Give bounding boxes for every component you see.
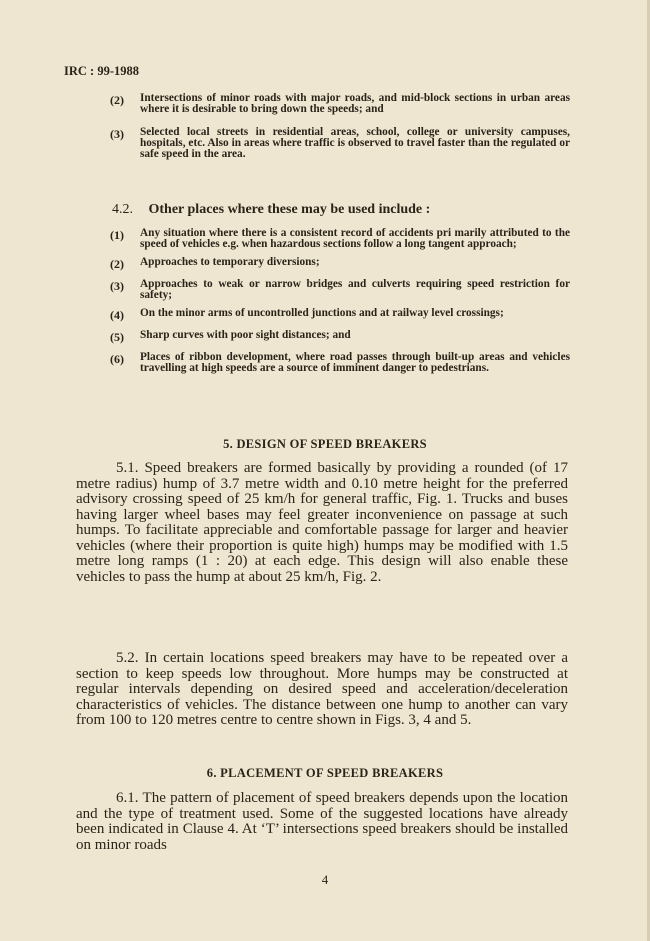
paragraph-5-2 bbox=[76, 651, 568, 729]
list-item-text: Approaches to weak or narrow bridges and culverts requiring speed restriction for safety; bbox=[140, 278, 570, 301]
list-item bbox=[110, 279, 570, 301]
list-item-number: (2) bbox=[110, 257, 124, 271]
list-item-text: Any situation where there is a consistent record of accidents pri marily attributed to the speed of vehicles e.g. when hazardous sections follow a long tangent approach; bbox=[140, 227, 570, 250]
list-item bbox=[110, 228, 570, 250]
list-item-text: On the minor arms of uncontrolled junctions and at railway level crossings; bbox=[140, 307, 504, 319]
list-item-text: Selected local streets in residential areas, school, college or university campuses, hospitals, etc. Also in areas where traffic is observed to travel faster than the regulated or safe speed in the area. bbox=[140, 126, 570, 160]
list-a bbox=[110, 93, 570, 167]
list-item bbox=[110, 330, 570, 345]
list-b bbox=[110, 228, 570, 381]
list-item-number: (2) bbox=[110, 93, 124, 107]
section-5-heading: 5. DESIGN OF SPEED BREAKERS bbox=[223, 437, 427, 451]
list-item-number: (1) bbox=[110, 228, 124, 242]
list-item-number: (3) bbox=[110, 127, 124, 141]
list-item-text: Intersections of minor roads with major roads, and mid-block sections in urban areas where it is desirable to bring down the speeds; and bbox=[140, 92, 570, 115]
list-item bbox=[110, 93, 570, 115]
list-item-number: (6) bbox=[110, 352, 124, 366]
section-4-2-heading bbox=[112, 202, 430, 218]
list-item-text: Approaches to temporary diversions; bbox=[140, 256, 320, 268]
list-item bbox=[110, 308, 570, 323]
section-6-heading: 6. PLACEMENT OF SPEED BREAKERS bbox=[206, 766, 444, 780]
list-item bbox=[110, 352, 570, 374]
paragraph-text: The pattern of placement of speed breakers depends upon the location and the type of treatment used. Some of the suggested locations have already been indicated in Clause 4. At ‘T’ intersections speed breakers should be installed on minor roads bbox=[76, 790, 568, 853]
section-number: 4.2. bbox=[112, 202, 133, 217]
page-number: 4 bbox=[321, 872, 329, 887]
section-title: Other places where these may be used include : bbox=[148, 202, 431, 217]
list-item-number: (3) bbox=[110, 279, 124, 293]
list-item-number: (4) bbox=[110, 308, 124, 322]
paragraph-number: 6.1. bbox=[116, 790, 139, 806]
list-item bbox=[110, 257, 570, 272]
list-item-text: Sharp curves with poor sight distances; and bbox=[140, 329, 351, 341]
paragraph-number: 5.1. bbox=[116, 460, 139, 476]
list-item bbox=[110, 127, 570, 160]
list-item-number: (5) bbox=[110, 330, 124, 344]
paragraph-6-1 bbox=[76, 791, 568, 853]
paragraph-text: In certain locations speed breakers may have to be repeated over a section to keep speeds low throughout. More humps may be constructed at regular intervals depending on desired speed and acceleration/deceleration characteristics of vehicles. The distance between one hump to another can vary from 100 to 120 metres centre to centre shown in Figs. 3, 4 and 5. bbox=[76, 650, 569, 728]
paragraph-text: Speed breakers are formed basically by providing a rounded (of 17 metre radius) hump of 3.7 metre width and 0.10 metre height for the preferred advisory crossing speed of 25 km/h for general traffic, Fig. 1. Trucks and buses having larger wheel bases may feel greater inconvenience on passage at such humps. To facilitate appreciable and comfortable passage for larger and heavier vehicles (where their proportion is quite high) humps may be modified with 1.5 metre long ramps (1 : 20) at each edge. This design will also enable these vehicles to pass the hump at about 25 km/h, Fig. 2. bbox=[76, 460, 568, 585]
document-header: IRC : 99-1988 bbox=[64, 64, 139, 78]
list-item-text: Places of ribbon development, where road passes through built-up areas and vehicles travelling at high speeds are a source of imminent danger to pedestrians. bbox=[140, 351, 570, 374]
paragraph-number: 5.2. bbox=[116, 650, 139, 666]
paragraph-5-1 bbox=[76, 461, 568, 585]
